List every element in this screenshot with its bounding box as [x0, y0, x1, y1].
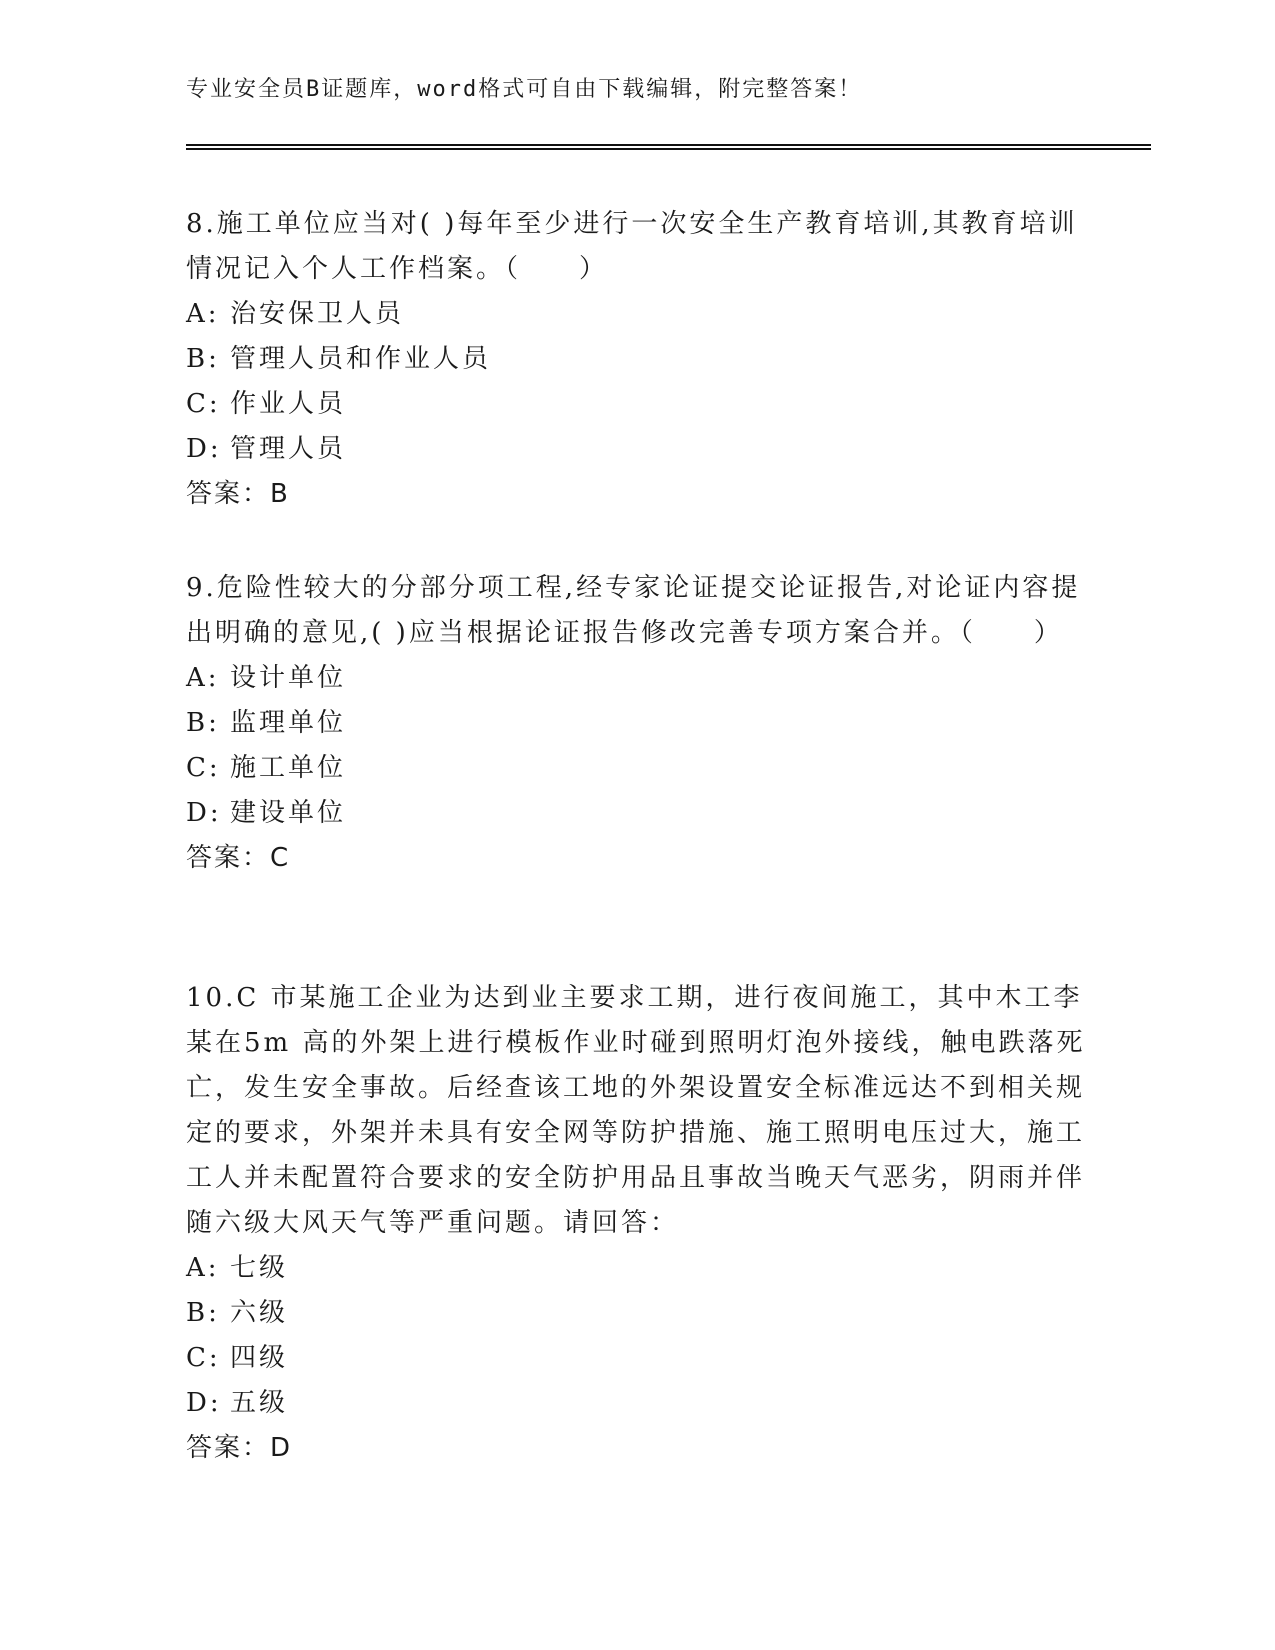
option-key: A: [186, 663, 220, 693]
option-text: 作业人员 [230, 389, 347, 419]
header-divider [186, 144, 1151, 150]
option-c [186, 382, 1086, 427]
option-list [186, 1246, 1086, 1426]
option-text: 建设单位 [230, 798, 347, 828]
option-a [186, 292, 1086, 337]
option-text: 施工单位 [230, 753, 347, 783]
option-d [186, 427, 1086, 472]
question-stem: 10.C 市某施工企业为达到业主要求工期，进行夜间施工，其中木工李某在5m 高的外架上进行模板作业时碰到照明灯泡外接线，触电跌落死亡，发生安全事故。后经查该工地的外架设置安全标准远达不到相关规定的要求，外架并未具有安全网等防护措施、施工照明电压过大，施工工人并未配置符合要求的安全防护用品且事故当晚天气恶劣，阴雨并伴随六级大风天气等严重问题。请回答： [186, 983, 1086, 1238]
option-text: 七级 [230, 1253, 289, 1283]
answer-line: 答案：D [186, 1433, 293, 1463]
option-text: 五级 [230, 1388, 289, 1418]
option-d [186, 791, 1086, 836]
question-block [186, 202, 1086, 517]
question-block [186, 976, 1086, 1471]
option-key: B: [186, 1298, 220, 1328]
option-key: A: [186, 1253, 220, 1283]
option-a [186, 656, 1086, 701]
option-text: 四级 [230, 1343, 289, 1373]
option-key: C: [186, 1343, 221, 1373]
option-b [186, 701, 1086, 746]
option-key: D: [186, 798, 222, 828]
option-c [186, 746, 1086, 791]
option-d [186, 1381, 1086, 1426]
option-list [186, 292, 1086, 472]
option-a [186, 1246, 1086, 1291]
option-text: 监理单位 [230, 708, 347, 738]
option-key: C: [186, 389, 221, 419]
option-list [186, 656, 1086, 836]
option-key: D: [186, 434, 222, 464]
page-header: 专业安全员B证题库，word格式可自由下载编辑，附完整答案！ [186, 77, 863, 102]
option-key: C: [186, 753, 221, 783]
option-text: 管理人员 [230, 434, 347, 464]
option-c [186, 1336, 1086, 1381]
answer-line: 答案：B [186, 479, 290, 509]
option-text: 设计单位 [230, 663, 347, 693]
option-text: 六级 [230, 1298, 289, 1328]
option-key: A: [186, 299, 220, 329]
option-b [186, 1291, 1086, 1336]
option-text: 管理人员和作业人员 [230, 344, 492, 374]
option-key: B: [186, 344, 220, 374]
question-stem: 9.危险性较大的分部分项工程,经专家论证提交论证报告,对论证内容提出明确的意见,( )应当根据论证报告修改完善专项方案合并。（ ） [186, 573, 1081, 648]
option-key: B: [186, 708, 220, 738]
answer-line: 答案：C [186, 843, 291, 873]
option-b [186, 337, 1086, 382]
question-stem: 8.施工单位应当对( )每年至少进行一次安全生产教育培训,其教育培训情况记入个人工作档案。（ ） [186, 209, 1078, 284]
option-text: 治安保卫人员 [230, 299, 405, 329]
option-key: D: [186, 1388, 222, 1418]
question-block [186, 566, 1086, 881]
